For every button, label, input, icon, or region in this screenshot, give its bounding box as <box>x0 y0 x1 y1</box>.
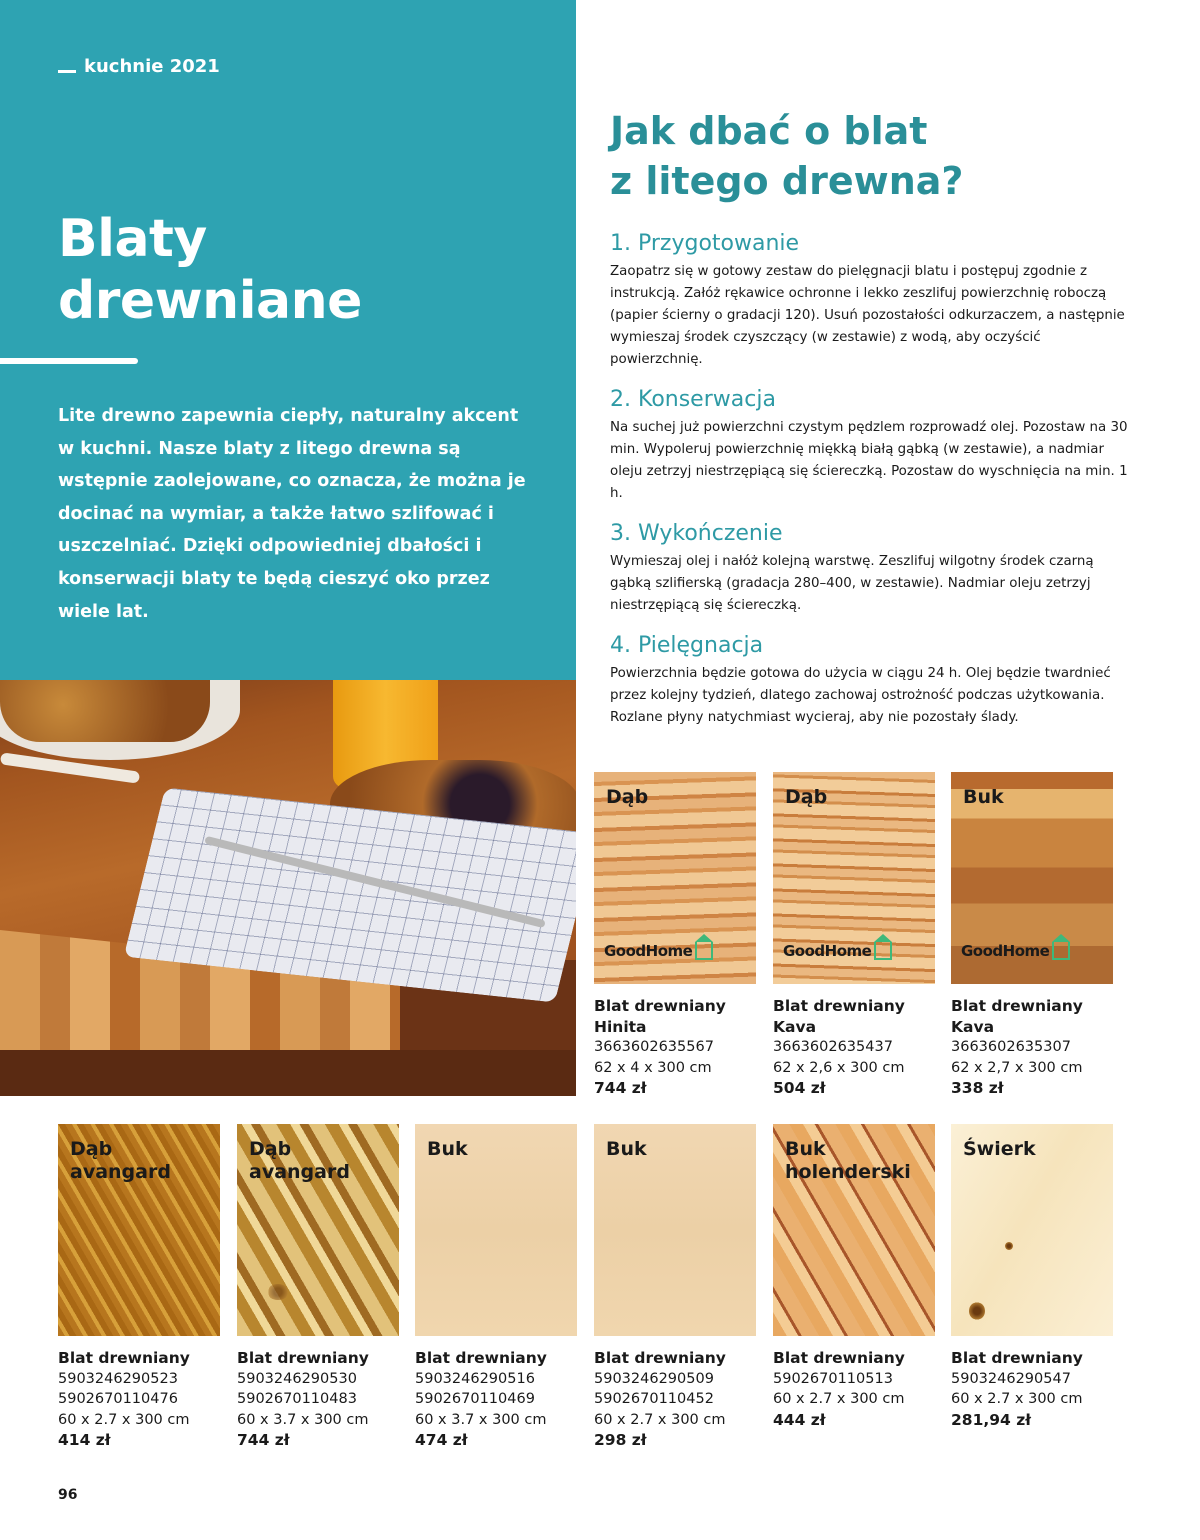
product-name: Blat drewniany <box>773 1349 905 1367</box>
product-code: 5903246290523 <box>58 1370 178 1387</box>
countertop-photo <box>0 680 576 1096</box>
wood-knot <box>969 1302 985 1320</box>
wood-swatch <box>951 1124 1113 1336</box>
step-title: 3. Wykończenie <box>610 521 783 546</box>
wood-type-label: Buk holenderski <box>785 1138 911 1183</box>
wood-type-label: Buk <box>427 1138 468 1160</box>
product-code: 5903246290509 <box>594 1370 714 1387</box>
product-name: Blat drewniany <box>58 1349 190 1367</box>
product-size: 62 x 4 x 300 cm <box>594 1059 712 1076</box>
product-model: Kava <box>773 1017 817 1036</box>
product-name: Blat drewniany <box>415 1349 547 1367</box>
product-code: 5902670110513 <box>773 1370 893 1387</box>
product-info <box>773 984 935 1099</box>
kicker-text: kuchnie 2021 <box>84 56 220 77</box>
product-code: 3663602635567 <box>594 1039 714 1055</box>
product-price: 504 zł <box>773 1079 826 1097</box>
product-code: 5903246290516 <box>415 1370 535 1387</box>
product-info <box>415 1336 577 1451</box>
product-code: 5902670110452 <box>594 1391 714 1407</box>
product-model: Hinita <box>594 1017 647 1036</box>
product-info <box>237 1336 399 1451</box>
step-title: 4. Pielęgnacja <box>610 633 764 658</box>
product-size: 60 x 2.7 x 300 cm <box>594 1411 726 1428</box>
title-divider <box>0 358 138 364</box>
wood-swatch <box>237 1124 399 1336</box>
brand-logo <box>783 942 892 960</box>
product-code: 5902670110476 <box>58 1391 178 1407</box>
product-info <box>594 984 756 1099</box>
brand-name: GoodHome <box>604 942 693 960</box>
product-name: Blat drewniany <box>237 1349 369 1367</box>
product-name: Blat drewniany <box>594 1349 726 1367</box>
house-icon <box>1052 942 1070 960</box>
product-info <box>773 1336 935 1430</box>
product-size: 60 x 3.7 x 300 cm <box>237 1411 369 1428</box>
care-step-finishing <box>610 520 1130 617</box>
product-name: Blat drewniany <box>951 1349 1083 1367</box>
product-name: Blat drewniany <box>594 997 726 1015</box>
product-code: 5902670110483 <box>237 1391 357 1407</box>
product-price: 444 zł <box>773 1410 826 1429</box>
product-code: 3663602635437 <box>773 1039 893 1055</box>
product-size: 62 x 2,7 x 300 cm <box>951 1059 1083 1076</box>
step-body: Na suchej już powierzchni czystym pędzlem rozprowadź olej. Pozostaw na 30 min. Wypoleruj powierzchnię miękką białą gąbką (w zestawie), a nadmiar oleju zetrzyj niestrzępiącą się ściereczką. Pozostaw do wyschnięcia na min. 1 h. <box>610 420 1128 501</box>
product-card[interactable] <box>773 1124 935 1430</box>
step-body: Wymieszaj olej i nałóż kolejną warstwę. Zeszlifuj wilgotny środek czarną gąbką szlifierską (gradacja 280–400, w zestawie). Nadmiar oleju zetrzyj niestrzępiącą się ściereczką. <box>610 554 1094 613</box>
wood-swatch <box>773 772 935 984</box>
product-price: 338 zł <box>951 1079 1004 1097</box>
house-icon <box>695 942 713 960</box>
care-title-line2: z litego drewna? <box>610 159 964 203</box>
product-price: 744 zł <box>594 1079 647 1097</box>
waffles-back <box>0 680 210 742</box>
product-model: Kava <box>951 1017 995 1036</box>
product-card[interactable] <box>415 1124 577 1451</box>
page-title <box>58 208 362 332</box>
wood-swatch <box>951 772 1113 984</box>
wood-swatch <box>415 1124 577 1336</box>
brand-name: GoodHome <box>961 942 1050 960</box>
cabinet-front <box>0 1050 576 1096</box>
wood-type-label: Dąb avangard <box>70 1138 171 1183</box>
product-size: 62 x 2,6 x 300 cm <box>773 1059 905 1076</box>
product-price: 414 zł <box>58 1431 111 1449</box>
section-kicker <box>58 56 220 77</box>
step-body: Powierzchnia będzie gotowa do użycia w ciągu 24 h. Olej będzie twardnieć przez kolejny tydzień, dlatego zachowaj ostrożność podczas użytkowania. Rozlane płyny natychmiast wycieraj, aby nie pozostały ślady. <box>610 666 1111 725</box>
house-icon <box>874 942 892 960</box>
care-title <box>610 106 963 206</box>
hero-panel <box>0 0 576 680</box>
product-card[interactable] <box>773 772 935 1099</box>
care-step-conservation <box>610 386 1130 505</box>
wood-type-label: Dąb <box>606 786 649 808</box>
product-card[interactable] <box>951 1124 1113 1430</box>
wood-knot <box>1005 1242 1013 1250</box>
product-size: 60 x 2.7 x 300 cm <box>951 1391 1083 1407</box>
product-card[interactable] <box>237 1124 399 1451</box>
product-price: 744 zł <box>237 1431 290 1449</box>
product-code: 5902670110469 <box>415 1391 535 1407</box>
product-size: 60 x 2.7 x 300 cm <box>58 1411 190 1428</box>
wood-swatch <box>594 1124 756 1336</box>
product-name: Blat drewniany <box>773 997 905 1015</box>
page-title-line1: Blaty <box>58 209 207 269</box>
wood-type-label: Świerk <box>963 1138 1036 1160</box>
product-card[interactable] <box>594 1124 756 1451</box>
wood-type-label: Buk <box>606 1138 647 1160</box>
wood-swatch <box>773 1124 935 1336</box>
product-size: 60 x 2.7 x 300 cm <box>773 1391 905 1407</box>
product-price: 298 zł <box>594 1431 647 1449</box>
page-title-line2: drewniane <box>58 271 362 331</box>
product-info <box>951 1336 1113 1430</box>
page-number: 96 <box>58 1487 78 1503</box>
product-code: 5903246290547 <box>951 1370 1071 1387</box>
brand-name: GoodHome <box>783 942 872 960</box>
intro-paragraph: Lite drewno zapewnia ciepły, naturalny akcent w kuchni. Nasze blaty z litego drewna są wstępnie zaolejowane, co oznacza, że można je docinać na wymiar, a także łatwo szlifować i uszczelniać. Dzięki odpowiedniej dbałości i konserwacji blaty te będą cieszyć oko przez wiele lat. <box>58 406 526 622</box>
product-card[interactable] <box>594 772 756 1099</box>
product-info <box>951 984 1113 1099</box>
product-size: 60 x 3.7 x 300 cm <box>415 1411 547 1428</box>
product-code: 5903246290530 <box>237 1370 357 1387</box>
step-body: Zaopatrz się w gotowy zestaw do pielęgnacji blatu i postępuj zgodnie z instrukcją. Załóż rękawice ochronne i lekko zeszlifuj powierzchnię roboczą (papier ścierny o gradacji 120). Usuń pozostałości odkurzaczem, a następnie wymieszaj środek czyszczący (w zestawie) z wodą, aby oczyścić powierzchnię. <box>610 264 1125 367</box>
brand-logo <box>604 942 713 960</box>
wood-type-label: Buk <box>963 786 1004 808</box>
product-price: 281,94 zł <box>951 1410 1031 1429</box>
wood-swatch <box>58 1124 220 1336</box>
product-info <box>594 1336 756 1451</box>
wood-knot <box>267 1284 289 1300</box>
product-card[interactable] <box>951 772 1113 1099</box>
wood-swatch <box>594 772 756 984</box>
step-title: 2. Konserwacja <box>610 387 776 412</box>
product-price: 474 zł <box>415 1431 468 1449</box>
wood-type-label: Dąb <box>785 786 828 808</box>
product-code: 3663602635307 <box>951 1039 1071 1055</box>
care-step-maintenance <box>610 632 1130 729</box>
product-info <box>58 1336 220 1451</box>
wood-type-label: Dąb avangard <box>249 1138 350 1183</box>
care-step-preparation <box>610 230 1130 371</box>
product-name: Blat drewniany <box>951 997 1083 1015</box>
step-title: 1. Przygotowanie <box>610 231 800 256</box>
product-card[interactable] <box>58 1124 220 1451</box>
brand-logo <box>961 942 1070 960</box>
care-title-line1: Jak dbać o blat <box>610 109 928 153</box>
kicker-dash <box>58 70 76 73</box>
